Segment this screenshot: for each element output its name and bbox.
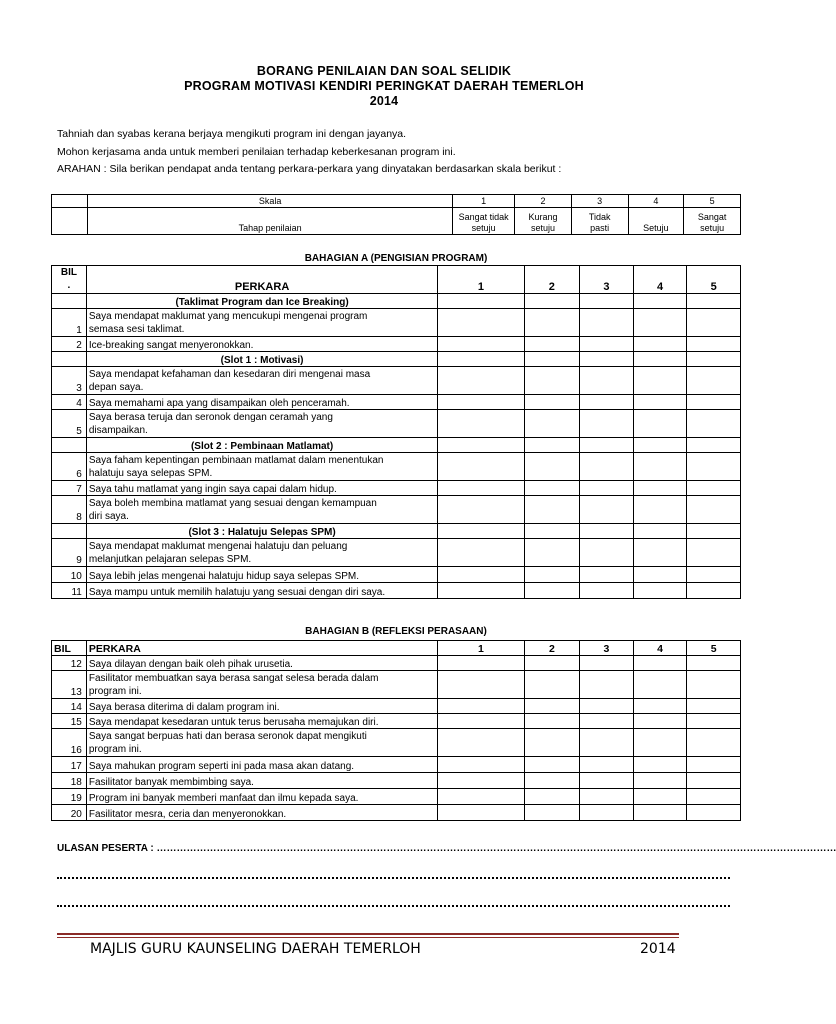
rating-cell[interactable] — [633, 453, 687, 481]
item-text-line: Saya boleh membina matlamat yang sesuai dengan kemampuan — [88, 498, 377, 509]
rating-cell[interactable] — [580, 453, 634, 481]
rating-cell[interactable] — [438, 337, 524, 352]
rating-cell[interactable] — [633, 309, 687, 337]
rating-cell[interactable] — [524, 352, 580, 367]
scale-tahap-label: Tahap penilaian — [88, 208, 453, 235]
item-text — [86, 453, 437, 481]
rating-cell[interactable] — [580, 294, 634, 309]
section-b-title: BAHAGIAN B (REFLEKSI PERASAAN) — [305, 626, 487, 637]
rating-cell[interactable] — [438, 309, 524, 337]
rating-cell[interactable] — [524, 714, 580, 729]
item-text — [86, 496, 437, 524]
rating-cell[interactable] — [580, 805, 634, 821]
rating-cell[interactable] — [633, 496, 687, 524]
footer-organization: MAJLIS GURU KAUNSELING DAERAH TEMERLOH — [90, 941, 421, 957]
item-number: 7 — [52, 481, 87, 496]
form-title: BORANG PENILAIAN DAN SOAL SELIDIK — [256, 64, 512, 78]
rating-cell[interactable] — [687, 395, 741, 410]
col-header-3: 3 — [580, 266, 634, 294]
rating-cell[interactable] — [524, 337, 580, 352]
scale-desc — [571, 208, 628, 235]
rating-cell[interactable] — [438, 671, 524, 699]
rating-cell[interactable] — [438, 539, 524, 567]
rating-cell[interactable] — [687, 583, 741, 599]
col-header-3: 3 — [580, 641, 634, 656]
item-text: Fasilitator mesra, ceria dan menyeronokkan. — [86, 805, 437, 821]
rating-cell[interactable] — [438, 395, 524, 410]
rating-cell[interactable] — [580, 309, 634, 337]
item-text — [86, 539, 437, 567]
rating-cell[interactable] — [687, 671, 741, 699]
ulasan-line-2[interactable] — [57, 877, 730, 879]
col-header-4: 4 — [633, 266, 687, 294]
section-a-table — [51, 265, 741, 599]
col-header-5: 5 — [687, 266, 741, 294]
item-text-line: halatuju saya selepas SPM. — [88, 468, 213, 479]
item-text — [86, 671, 437, 699]
scale-number: 3 — [571, 195, 628, 208]
item-text: Saya dilayan dengan baik oleh pihak urusetia. — [86, 656, 437, 671]
item-number: 6 — [52, 453, 87, 481]
item-text — [86, 367, 437, 395]
item-text: Saya mampu untuk memilih halatuju yang sesuai dengan diri saya. — [86, 583, 437, 599]
scale-number: 5 — [684, 195, 741, 208]
rating-cell[interactable] — [580, 539, 634, 567]
rating-cell[interactable] — [524, 395, 580, 410]
ulasan-label: ULASAN PESERTA : …………………………………………………………………………………………………………………………………………………………………………………… — [57, 843, 836, 854]
scale-blank — [52, 208, 88, 235]
footer-year: 2014 — [640, 941, 676, 957]
rating-cell[interactable] — [524, 805, 580, 821]
item-number: 18 — [52, 773, 87, 789]
intro-text-1: Tahniah dan syabas kerana berjaya mengikuti program ini dengan jayanya. — [57, 128, 407, 140]
rating-cell[interactable] — [438, 367, 524, 395]
item-number: 14 — [52, 699, 87, 714]
rating-cell[interactable] — [633, 671, 687, 699]
row-blank — [52, 294, 87, 309]
year-title: 2014 — [369, 94, 399, 108]
item-text-line: Saya berasa teruja dan seronok dengan ceramah yang — [88, 412, 333, 423]
item-number: 3 — [52, 367, 87, 395]
item-text: Program ini banyak memberi manfaat dan ilmu kepada saya. — [86, 789, 437, 805]
item-text: Fasilitator banyak membimbing saya. — [86, 773, 437, 789]
rating-cell[interactable] — [580, 481, 634, 496]
rating-cell[interactable] — [438, 773, 524, 789]
bil-header: BIL — [52, 641, 87, 656]
row-blank — [52, 352, 87, 367]
rating-cell[interactable] — [438, 352, 524, 367]
rating-cell[interactable] — [580, 757, 634, 773]
rating-cell[interactable] — [580, 410, 634, 438]
item-text-line: disampaikan. — [88, 425, 148, 436]
rating-cell[interactable] — [687, 567, 741, 583]
rating-cell[interactable] — [687, 757, 741, 773]
ulasan-line-3[interactable] — [57, 905, 730, 907]
rating-cell[interactable] — [438, 656, 524, 671]
subsection-heading: (Taklimat Program dan Ice Breaking) — [86, 294, 437, 309]
rating-cell[interactable] — [438, 789, 524, 805]
item-number: 11 — [52, 583, 87, 599]
rating-cell[interactable] — [633, 714, 687, 729]
rating-cell[interactable] — [687, 789, 741, 805]
intro-instruction: ARAHAN : Sila berikan pendapat anda tentang perkara-perkara yang dinyatakan berdasarkan skala berikut : — [57, 163, 562, 175]
bil-header-bottom: . — [67, 280, 71, 291]
rating-cell[interactable] — [438, 481, 524, 496]
rating-cell[interactable] — [524, 294, 580, 309]
scale-number: 4 — [628, 195, 684, 208]
item-text — [86, 410, 437, 438]
rating-cell[interactable] — [438, 453, 524, 481]
rating-cell[interactable] — [524, 539, 580, 567]
rating-cell[interactable] — [633, 773, 687, 789]
subsection-heading: (Slot 3 : Halatuju Selepas SPM) — [86, 524, 437, 539]
rating-cell[interactable] — [580, 395, 634, 410]
rating-cell[interactable] — [438, 699, 524, 714]
rating-cell[interactable] — [524, 367, 580, 395]
item-number: 15 — [52, 714, 87, 729]
rating-cell[interactable] — [580, 352, 634, 367]
rating-cell[interactable] — [633, 352, 687, 367]
item-text-line: diri saya. — [88, 511, 129, 522]
item-text-line: Saya sangat berpuas hati dan berasa seronok dapat mengikuti — [88, 731, 367, 742]
rating-cell[interactable] — [438, 714, 524, 729]
item-number: 20 — [52, 805, 87, 821]
item-text — [86, 309, 437, 337]
item-text-line: program ini. — [88, 744, 142, 755]
rating-cell[interactable] — [524, 757, 580, 773]
rating-cell[interactable] — [633, 524, 687, 539]
rating-cell[interactable] — [524, 729, 580, 757]
rating-cell[interactable] — [438, 410, 524, 438]
rating-cell[interactable] — [633, 699, 687, 714]
scale-desc-bottom: Setuju — [643, 223, 669, 233]
rating-cell[interactable] — [580, 729, 634, 757]
item-text-line: program ini. — [88, 686, 142, 697]
rating-cell[interactable] — [580, 438, 634, 453]
rating-cell[interactable] — [438, 805, 524, 821]
rating-cell[interactable] — [633, 729, 687, 757]
rating-cell[interactable] — [524, 481, 580, 496]
scale-desc-top: Kurang — [528, 212, 558, 222]
perkara-header: PERKARA — [86, 641, 437, 656]
scale-desc-bottom: setuju — [700, 223, 725, 233]
rating-cell[interactable] — [633, 805, 687, 821]
scale-desc — [628, 208, 684, 235]
rating-cell[interactable] — [580, 656, 634, 671]
rating-cell[interactable] — [438, 294, 524, 309]
rating-cell[interactable] — [524, 583, 580, 599]
scale-desc-top: Sangat tidak — [458, 212, 509, 222]
rating-cell[interactable] — [580, 367, 634, 395]
rating-cell[interactable] — [524, 496, 580, 524]
footer-rule — [57, 933, 679, 935]
item-number: 5 — [52, 410, 87, 438]
scale-desc-bottom: setuju — [530, 223, 555, 233]
rating-cell[interactable] — [687, 481, 741, 496]
section-b-table — [51, 640, 741, 821]
rating-cell[interactable] — [524, 438, 580, 453]
rating-cell[interactable] — [687, 656, 741, 671]
rating-cell[interactable] — [687, 294, 741, 309]
rating-cell[interactable] — [524, 309, 580, 337]
item-text: Saya memahami apa yang disampaikan oleh penceramah. — [86, 395, 437, 410]
bil-header — [52, 266, 87, 294]
rating-cell[interactable] — [580, 773, 634, 789]
rating-cell[interactable] — [580, 524, 634, 539]
rating-cell[interactable] — [580, 699, 634, 714]
item-text-line: Saya mendapat kefahaman dan kesedaran diri mengenai masa — [88, 369, 371, 380]
rating-cell[interactable] — [438, 757, 524, 773]
scale-blank — [52, 195, 88, 208]
item-text-line: Fasilitator membuatkan saya berasa sangat selesa berada dalam — [88, 673, 379, 684]
rating-cell[interactable] — [687, 699, 741, 714]
rating-cell[interactable] — [687, 496, 741, 524]
rating-cell[interactable] — [633, 757, 687, 773]
intro-text-2: Mohon kerjasama anda untuk memberi penilaian terhadap keberkesanan program ini. — [57, 146, 456, 158]
rating-cell[interactable] — [580, 583, 634, 599]
item-number: 10 — [52, 567, 87, 583]
rating-cell[interactable] — [438, 729, 524, 757]
rating-cell[interactable] — [687, 539, 741, 567]
rating-cell[interactable] — [687, 805, 741, 821]
program-title: PROGRAM MOTIVASI KENDIRI PERINGKAT DAERAH TEMERLOH — [184, 79, 584, 93]
col-header-1: 1 — [438, 641, 524, 656]
item-number: 16 — [52, 729, 87, 757]
scale-desc-top: Sangat — [697, 212, 727, 222]
item-text-line: melanjutkan pelajaran selepas SPM. — [88, 554, 252, 565]
scale-desc — [515, 208, 572, 235]
item-text: Saya tahu matlamat yang ingin saya capai dalam hidup. — [86, 481, 437, 496]
rating-cell[interactable] — [633, 789, 687, 805]
item-number: 8 — [52, 496, 87, 524]
rating-cell[interactable] — [687, 729, 741, 757]
rating-cell[interactable] — [580, 789, 634, 805]
rating-cell[interactable] — [580, 337, 634, 352]
col-header-2: 2 — [524, 266, 580, 294]
section-a-title: BAHAGIAN A (PENGISIAN PROGRAM) — [304, 253, 488, 264]
rating-cell[interactable] — [524, 453, 580, 481]
scale-desc — [684, 208, 741, 235]
scale-label: Skala — [88, 195, 453, 208]
col-header-2: 2 — [524, 641, 580, 656]
item-text-line: semasa sesi taklimat. — [88, 324, 185, 335]
rating-cell[interactable] — [580, 496, 634, 524]
rating-cell[interactable] — [438, 583, 524, 599]
scale-table — [51, 194, 741, 235]
subsection-heading: (Slot 2 : Pembinaan Matlamat) — [86, 438, 437, 453]
rating-cell[interactable] — [633, 481, 687, 496]
rating-cell[interactable] — [687, 438, 741, 453]
col-header-4: 4 — [633, 641, 687, 656]
row-blank — [52, 438, 87, 453]
item-text-line: Saya faham kepentingan pembinaan matlamat dalam menentukan — [88, 455, 384, 466]
scale-number: 2 — [515, 195, 572, 208]
item-text-line: Saya mendapat maklumat mengenai halatuju dan peluang — [88, 541, 348, 552]
item-number: 1 — [52, 309, 87, 337]
item-text-line: depan saya. — [88, 382, 144, 393]
rating-cell[interactable] — [633, 337, 687, 352]
footer-rule-thin — [57, 937, 679, 938]
item-number: 12 — [52, 656, 87, 671]
rating-cell[interactable] — [633, 367, 687, 395]
item-number: 2 — [52, 337, 87, 352]
rating-cell[interactable] — [438, 438, 524, 453]
row-blank — [52, 524, 87, 539]
rating-cell[interactable] — [633, 438, 687, 453]
rating-cell[interactable] — [524, 410, 580, 438]
scale-desc — [453, 208, 515, 235]
rating-cell[interactable] — [633, 294, 687, 309]
item-text: Saya berasa diterima di dalam program ini. — [86, 699, 437, 714]
rating-cell[interactable] — [438, 496, 524, 524]
rating-cell[interactable] — [687, 337, 741, 352]
scale-desc-bottom: setuju — [471, 223, 496, 233]
rating-cell[interactable] — [687, 773, 741, 789]
rating-cell[interactable] — [633, 567, 687, 583]
item-number: 13 — [52, 671, 87, 699]
subsection-heading: (Slot 1 : Motivasi) — [86, 352, 437, 367]
rating-cell[interactable] — [524, 773, 580, 789]
rating-cell[interactable] — [687, 352, 741, 367]
rating-cell[interactable] — [580, 567, 634, 583]
item-text: Saya mahukan program seperti ini pada masa akan datang. — [86, 757, 437, 773]
rating-cell[interactable] — [524, 656, 580, 671]
rating-cell[interactable] — [687, 453, 741, 481]
rating-cell[interactable] — [524, 699, 580, 714]
col-header-5: 5 — [687, 641, 741, 656]
perkara-header: PERKARA — [86, 266, 437, 294]
rating-cell[interactable] — [633, 539, 687, 567]
rating-cell[interactable] — [687, 410, 741, 438]
item-number: 4 — [52, 395, 87, 410]
bil-header-top: BIL — [60, 267, 77, 278]
rating-cell[interactable] — [687, 309, 741, 337]
item-text: Saya lebih jelas mengenai halatuju hidup saya selepas SPM. — [86, 567, 437, 583]
rating-cell[interactable] — [687, 524, 741, 539]
item-text: Ice-breaking sangat menyeronokkan. — [86, 337, 437, 352]
rating-cell[interactable] — [524, 524, 580, 539]
rating-cell[interactable] — [438, 567, 524, 583]
item-text: Saya mendapat kesedaran untuk terus berusaha memajukan diri. — [86, 714, 437, 729]
rating-cell[interactable] — [580, 671, 634, 699]
rating-cell[interactable] — [524, 567, 580, 583]
scale-desc-bottom: pasti — [590, 223, 610, 233]
rating-cell[interactable] — [580, 714, 634, 729]
rating-cell[interactable] — [633, 410, 687, 438]
item-text — [86, 729, 437, 757]
rating-cell[interactable] — [687, 367, 741, 395]
rating-cell[interactable] — [633, 395, 687, 410]
item-number: 9 — [52, 539, 87, 567]
rating-cell[interactable] — [687, 714, 741, 729]
scale-desc-top: Tidak — [588, 212, 611, 222]
item-number: 19 — [52, 789, 87, 805]
scale-number: 1 — [453, 195, 515, 208]
rating-cell[interactable] — [633, 656, 687, 671]
col-header-1: 1 — [438, 266, 524, 294]
rating-cell[interactable] — [524, 671, 580, 699]
rating-cell[interactable] — [438, 524, 524, 539]
rating-cell[interactable] — [524, 789, 580, 805]
item-number: 17 — [52, 757, 87, 773]
rating-cell[interactable] — [633, 583, 687, 599]
item-text-line: Saya mendapat maklumat yang mencukupi mengenai program — [88, 311, 368, 322]
